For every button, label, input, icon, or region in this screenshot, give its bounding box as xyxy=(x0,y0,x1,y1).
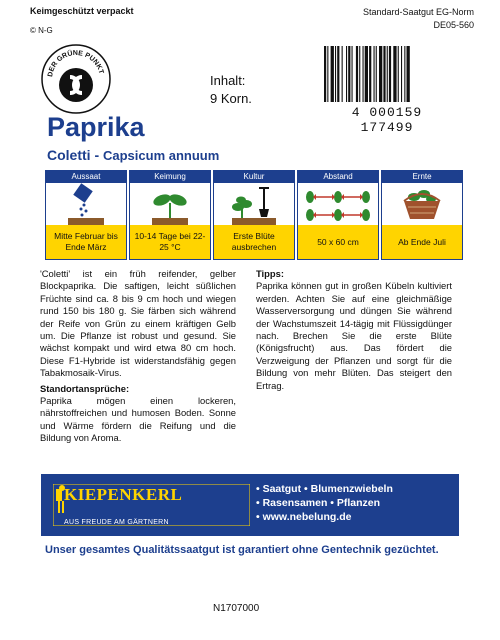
brand-name: KIEPENKERL xyxy=(64,485,183,504)
brand-item: • Rasensamen • Pflanzen xyxy=(256,497,381,509)
barcode-bar xyxy=(356,46,358,102)
tips-text: Paprika können gut in großen Kübeln kultiviert werden. Achten Sie auf eine gleichmäßige Wasserversorgung und düngen Sie während der Wachstumszeit 14-tägig mit Flüssigdünger nach. Brechen Sie die erste Blüte (Königsfrucht) aus. Das fördert die Verzweigung der Pflanzen und sorgt für die Bildung von mehr Blüten. Das steigert den Ertrag. xyxy=(256,280,452,391)
standard-line: Standard-Saatgut EG-Norm xyxy=(362,7,474,17)
barcode-bar xyxy=(379,46,382,102)
gruener-punkt-logo-icon xyxy=(40,43,112,115)
barcode-bar xyxy=(335,46,336,102)
barcode-bar xyxy=(374,46,375,102)
barcode-bar xyxy=(359,46,360,102)
barcode-bar xyxy=(387,46,388,102)
content-label: Inhalt: xyxy=(210,73,246,88)
seedling-icon xyxy=(130,183,210,225)
infobox-header: Kultur xyxy=(214,171,294,183)
brand-tagline: AUS FREUDE AM GÄRTNERN xyxy=(64,519,169,526)
brand-product-list xyxy=(256,482,393,524)
infobox-kultur xyxy=(213,170,295,260)
infobox-keimung xyxy=(129,170,211,260)
product-title: Paprika xyxy=(47,112,145,142)
location-text: Paprika mögen einen lockeren, nährstoffreichen und humosen Boden. Sonne und Wärme fördern die Reifung und die Bildung von Aroma. xyxy=(40,395,236,444)
barcode-bar xyxy=(369,46,371,102)
barcode-bar xyxy=(383,46,385,102)
guarantee-text: Unser gesamtes Qualitätssaatgut ist garantiert ohne Gentechnik gezüchtet. xyxy=(45,544,439,556)
barcode-bar xyxy=(348,46,350,102)
content-info xyxy=(210,72,252,108)
barcode-bar xyxy=(352,46,353,102)
description-column xyxy=(40,268,236,445)
tips-column xyxy=(256,268,452,392)
barcode-bar xyxy=(393,46,396,102)
infobox-text: Erste Blüte ausbrechen xyxy=(214,225,294,259)
infobox-header: Ernte xyxy=(382,171,462,183)
copyright-label: © N-G xyxy=(30,26,53,35)
barcode-bar xyxy=(327,46,328,102)
infobox-header: Keimung xyxy=(130,171,210,183)
barcode-icon xyxy=(322,46,450,102)
infobox-abstand xyxy=(297,170,379,260)
infobox-text: 10-14 Tage bei 22-25 °C xyxy=(130,225,210,259)
infobox-text: Mitte Februar bis Ende März xyxy=(46,225,126,259)
infobox-header: Abstand xyxy=(298,171,378,183)
barcode-bar xyxy=(376,46,377,102)
latin-name: Capsicum annuum xyxy=(103,148,220,163)
barcode-bar xyxy=(346,46,347,102)
infobox-header: Aussaat xyxy=(46,171,126,183)
infobox-aussaat xyxy=(45,170,127,260)
barcode-bar xyxy=(363,46,364,102)
standard-code: DE05-560 xyxy=(433,20,474,30)
variety-name: Coletti - xyxy=(47,147,100,163)
spacing-arrows-icon xyxy=(298,183,378,225)
barcode-bar xyxy=(407,46,410,102)
barcode-bar xyxy=(342,46,343,102)
seed-sowing-icon xyxy=(46,183,126,225)
article-code: N1707000 xyxy=(213,603,260,614)
barcode-bar xyxy=(324,46,326,102)
spade-plant-icon xyxy=(214,183,294,225)
location-heading: Standortansprüche: xyxy=(40,382,130,394)
content-amount: 9 Korn. xyxy=(210,91,252,106)
intro-text: 'Coletti' ist ein früh reifender, gelber Blockpaprika. Die saftigen, leicht süßlichen Früchte sind ca. 8 bis 9 cm hoch und wiegen rund 150 bis 180 g. Sie färben sich während der Reife von Grün zu einem kräftigen Gelb um. Die Pflanze ist robust und gesund. Sie wächst kompakt und wird etwa 80 cm hoch. Diese F1-Hybride ist widerstandsfähig gegen Tabakmosaik-Virus. xyxy=(40,268,236,379)
barcode-bar xyxy=(389,46,391,102)
infobox-text: Ab Ende Juli xyxy=(382,225,462,259)
barcode-number: 4 000159 177499 xyxy=(351,105,423,135)
brand-item: • Saatgut • Blumenzwiebeln xyxy=(256,483,393,495)
brand-item[interactable]: • www.nebelung.de xyxy=(256,511,352,523)
tips-heading: Tipps: xyxy=(256,268,284,279)
barcode-bar xyxy=(331,46,334,102)
barcode-bar xyxy=(404,46,405,102)
packaging-note: Keimgeschützt verpackt xyxy=(30,6,134,16)
standard-label xyxy=(363,6,474,32)
harvest-basket-icon xyxy=(382,183,462,225)
barcode-bar xyxy=(365,46,368,102)
barcode-bar xyxy=(337,46,339,102)
infobox-text: 50 x 60 cm xyxy=(298,225,378,259)
infobox-ernte xyxy=(381,170,463,260)
barcode-bar xyxy=(398,46,399,102)
logo-text: DER GRÜNE PUNKT xyxy=(47,49,105,78)
product-subtitle xyxy=(47,147,219,163)
barcode-bar xyxy=(401,46,402,102)
